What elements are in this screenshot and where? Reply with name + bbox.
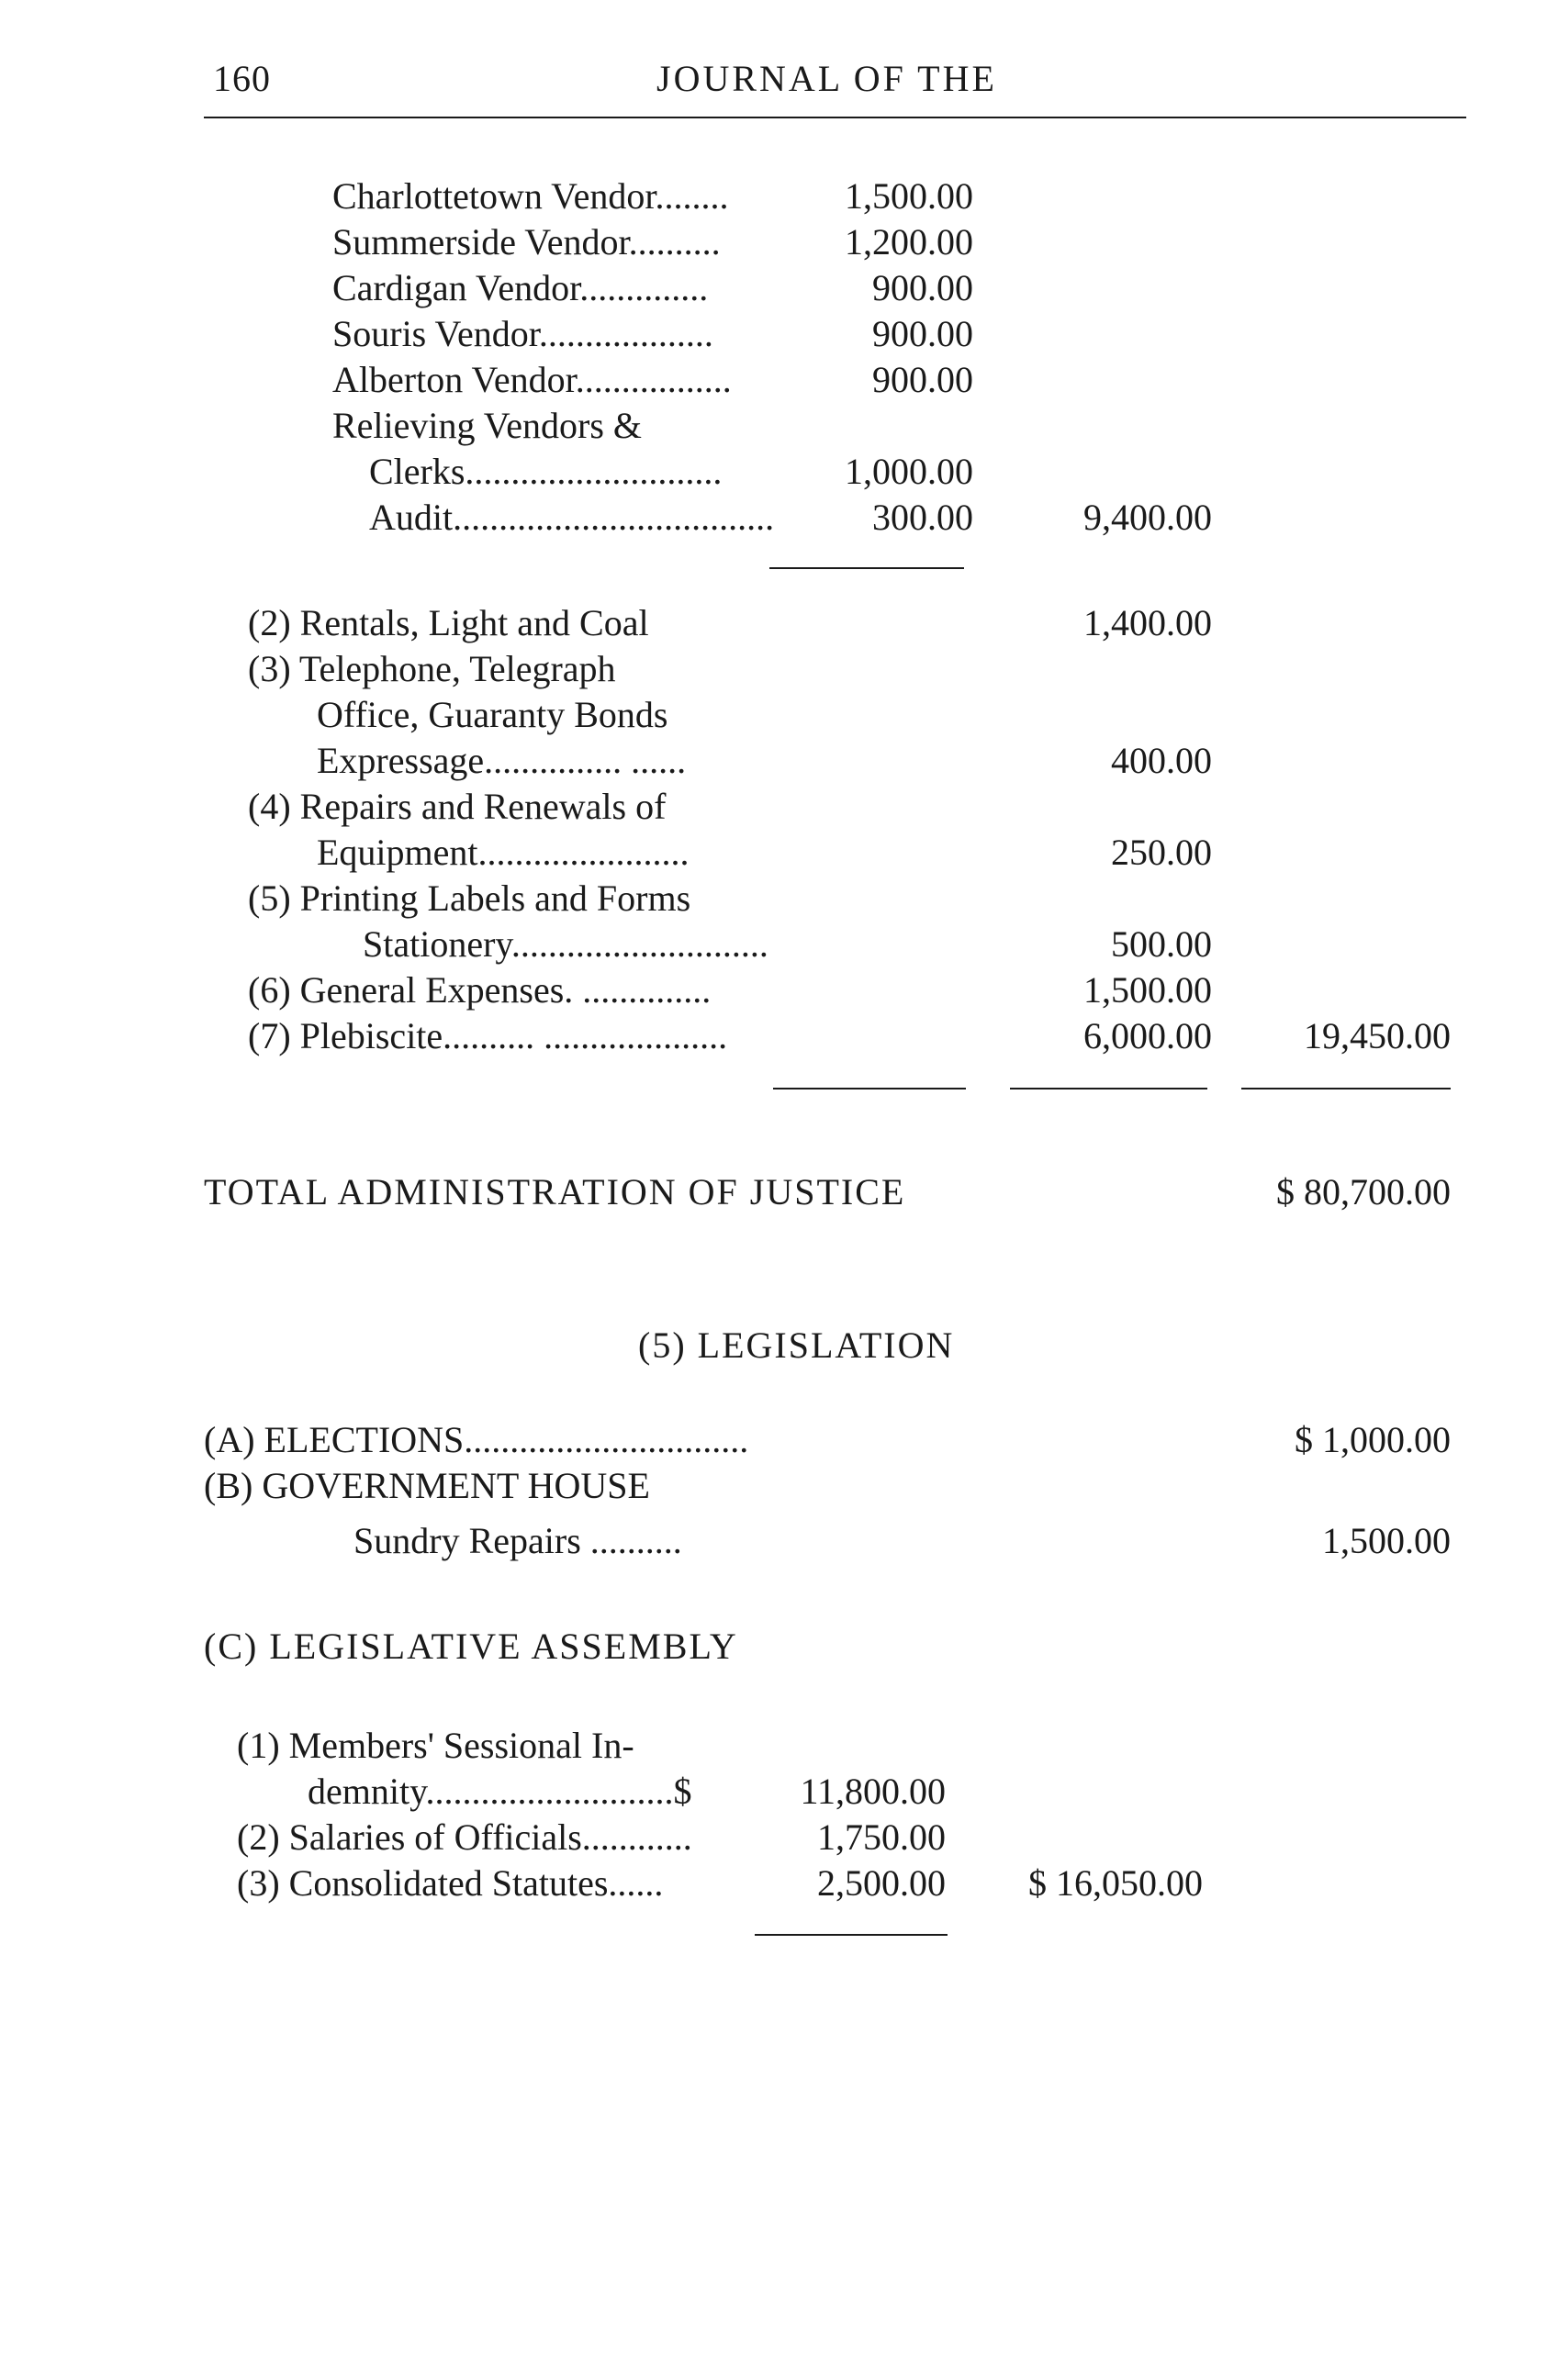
sum-rule	[773, 1088, 966, 1089]
header-rule	[204, 117, 1466, 118]
vendor-amount: 900.00	[872, 267, 973, 308]
item-label: Equipment.......................	[317, 832, 690, 873]
item-amount: 250.00	[1111, 832, 1212, 873]
item-label: Expressage............... ......	[317, 740, 687, 781]
assembly-sum-rule	[755, 1934, 948, 1936]
item-label: (3) Telephone, Telegraph	[248, 648, 616, 689]
item-label: (2) Rentals, Light and Coal	[248, 602, 649, 643]
assembly-item-label: (3) Consolidated Statutes......	[237, 1862, 664, 1904]
assembly-item-label: (1) Members' Sessional In-	[237, 1725, 634, 1766]
assembly-item-label: (2) Salaries of Officials............	[237, 1816, 692, 1858]
item-label: (7) Plebiscite.......... ....................	[248, 1015, 728, 1056]
vendor-amount: 900.00	[872, 359, 973, 400]
item-label: (4) Repairs and Renewals of	[248, 786, 667, 827]
govt-house-label: (B) GOVERNMENT HOUSE	[204, 1465, 650, 1506]
page-number: 160	[213, 58, 271, 99]
vendor-label: Alberton Vendor.................	[332, 359, 732, 400]
item-amount: 6,000.00	[1083, 1015, 1212, 1056]
vendor-amount: 300.00	[872, 497, 973, 538]
assembly-heading: (C) LEGISLATIVE ASSEMBLY	[204, 1626, 738, 1667]
elections-label: (A) ELECTIONS...............................	[204, 1419, 749, 1460]
total-justice-amount: $ 80,700.00	[1276, 1171, 1451, 1212]
vendor-label: Summerside Vendor..........	[332, 221, 721, 263]
govt-house-sub: Sundry Repairs ..........	[353, 1520, 682, 1561]
vendor-amount: 1,000.00	[845, 451, 973, 492]
vendor-amount: 900.00	[872, 313, 973, 354]
item-amount: 500.00	[1111, 923, 1212, 965]
vendor-label: Cardigan Vendor..............	[332, 267, 709, 308]
vendor-subtotal: 9,400.00	[1083, 497, 1212, 538]
assembly-item-label: demnity...........................$	[308, 1771, 692, 1812]
elections-amount: $ 1,000.00	[1295, 1419, 1451, 1460]
vendor-label: Souris Vendor...................	[332, 313, 713, 354]
govt-house-amount: 1,500.00	[1322, 1520, 1451, 1561]
running-title: JOURNAL OF THE	[656, 58, 997, 99]
vendor-label: Relieving Vendors &	[332, 405, 643, 446]
item-amount: 1,500.00	[1083, 969, 1212, 1011]
assembly-item-amount: 2,500.00	[817, 1862, 946, 1904]
item-label: (6) General Expenses. ..............	[248, 969, 712, 1011]
assembly-total: $ 16,050.00	[1028, 1862, 1203, 1904]
vendor-label: Audit...................................	[369, 497, 775, 538]
vendor-amount: 1,500.00	[845, 175, 973, 217]
item-label: Office, Guaranty Bonds	[317, 694, 668, 735]
item-label: (5) Printing Labels and Forms	[248, 877, 691, 919]
vendor-sum-rule	[769, 567, 964, 569]
item-amount: 1,400.00	[1083, 602, 1212, 643]
item-amount: 400.00	[1111, 740, 1212, 781]
vendor-label: Charlottetown Vendor........	[332, 175, 729, 217]
sum-rule	[1241, 1088, 1451, 1089]
sum-rule	[1010, 1088, 1207, 1089]
assembly-item-amount: 11,800.00	[800, 1771, 946, 1812]
item-label: Stationery............................	[363, 923, 768, 965]
section-total: 19,450.00	[1304, 1015, 1451, 1056]
assembly-item-amount: 1,750.00	[817, 1816, 946, 1858]
total-justice-label: TOTAL ADMINISTRATION OF JUSTICE	[204, 1171, 906, 1212]
vendor-label: Clerks............................	[369, 451, 723, 492]
legislation-heading: (5) LEGISLATION	[638, 1324, 955, 1366]
vendor-amount: 1,200.00	[845, 221, 973, 263]
